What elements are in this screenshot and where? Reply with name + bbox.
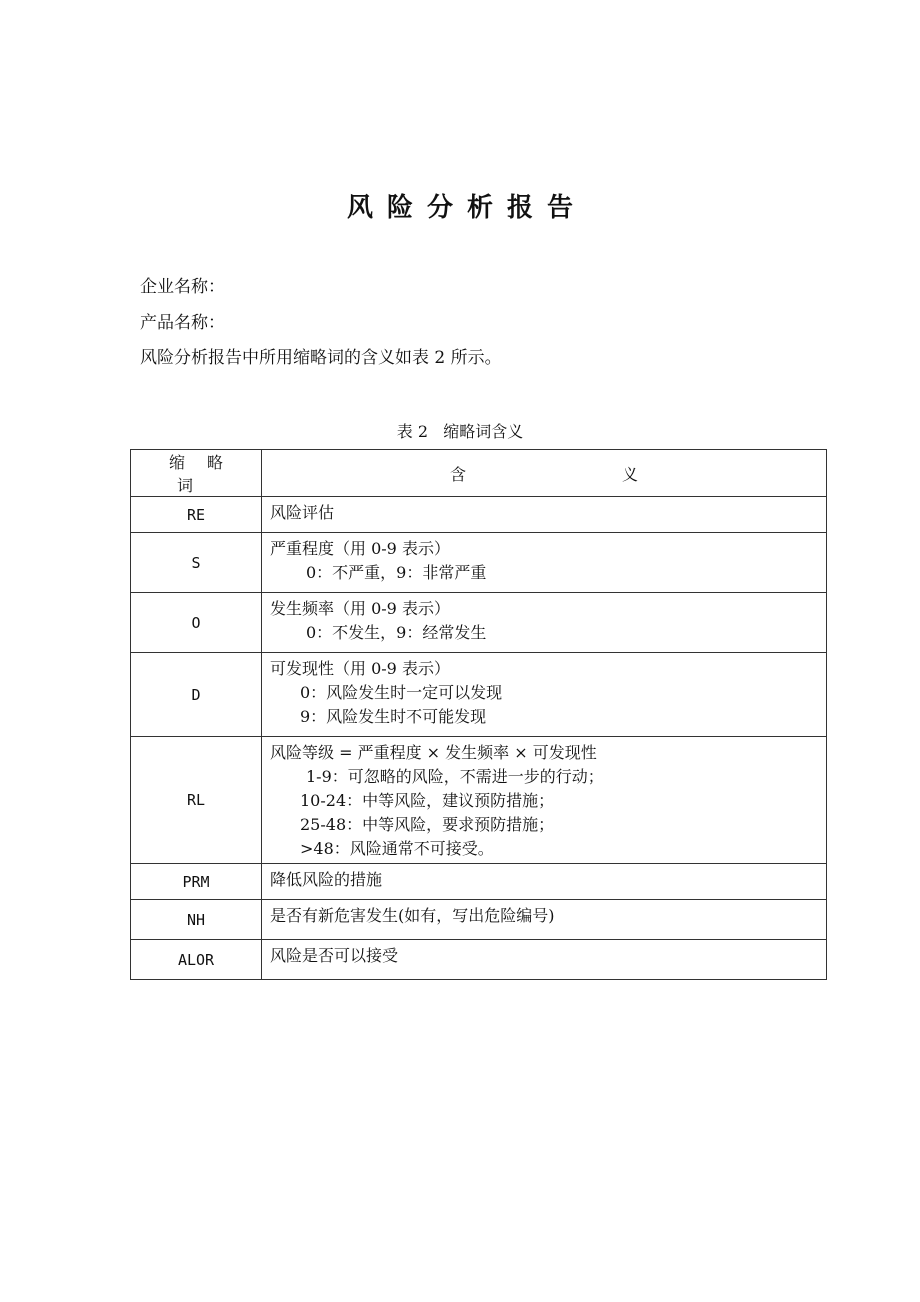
meaning-cell — [262, 737, 827, 864]
meaning-line: 风险是否可以接受 — [270, 946, 399, 965]
meaning-line: 可发现性（用 0-9 表示） — [270, 659, 450, 678]
meaning-line: 严重程度（用 0-9 表示） — [270, 539, 450, 558]
page-title: 风险分析报告 — [346, 193, 587, 223]
abbreviation-table — [130, 449, 827, 980]
meaning-line: >48：风险通常不可接受。 — [300, 839, 494, 858]
header-abbreviation: 缩略词 — [131, 450, 262, 497]
meaning-line: 0：不发生，9：经常发生 — [306, 623, 487, 642]
table-row — [131, 533, 827, 593]
product-name-label: 产品名称： — [140, 313, 225, 333]
meaning-cell — [262, 533, 827, 593]
meaning-line: 降低风险的措施 — [270, 870, 383, 889]
meaning-line: 10-24：中等风险，建议预防措施； — [300, 791, 555, 810]
meaning-line: 1-9：可忽略的风险，不需进一步的行动； — [306, 767, 604, 786]
table-row — [131, 653, 827, 737]
table-row — [131, 593, 827, 653]
abbr-cell: NH — [131, 900, 262, 940]
abbr-cell: D — [131, 653, 262, 737]
meaning-cell — [262, 593, 827, 653]
meaning-line: 9：风险发生时不可能发现 — [300, 707, 487, 726]
table-caption: 表 2 缩略词含义 — [396, 422, 524, 441]
meaning-line: 0：风险发生时一定可以发现 — [300, 683, 503, 702]
abbr-cell: O — [131, 593, 262, 653]
abbr-cell: S — [131, 533, 262, 593]
meaning-cell — [262, 653, 827, 737]
table-row — [131, 940, 827, 980]
meaning-line: 风险等级 = 严重程度 × 发生频率 × 可发现性 — [270, 743, 597, 762]
abbr-cell: PRM — [131, 864, 262, 900]
table-row — [131, 900, 827, 940]
meaning-cell — [262, 497, 827, 533]
meaning-cell — [262, 864, 827, 900]
meaning-line: 25-48：中等风险，要求预防措施； — [300, 815, 555, 834]
table-row — [131, 737, 827, 864]
meaning-line: 发生频率（用 0-9 表示） — [270, 599, 450, 618]
table-row — [131, 497, 827, 533]
abbr-cell: ALOR — [131, 940, 262, 980]
meaning-cell — [262, 940, 827, 980]
meaning-line: 是否有新危害发生(如有，写出危险编号) — [270, 906, 555, 925]
abbr-cell: RE — [131, 497, 262, 533]
intro-paragraph: 风险分析报告中所用缩略词的含义如表 2 所示。 — [140, 348, 502, 368]
table-row — [131, 864, 827, 900]
abbr-cell: RL — [131, 737, 262, 864]
meaning-line: 风险评估 — [270, 503, 335, 522]
meaning-line: 0：不严重，9：非常严重 — [306, 563, 487, 582]
company-name-label: 企业名称： — [140, 277, 225, 297]
header-meaning: 含义 — [262, 450, 827, 497]
table-header-row — [131, 450, 827, 497]
meaning-cell — [262, 900, 827, 940]
